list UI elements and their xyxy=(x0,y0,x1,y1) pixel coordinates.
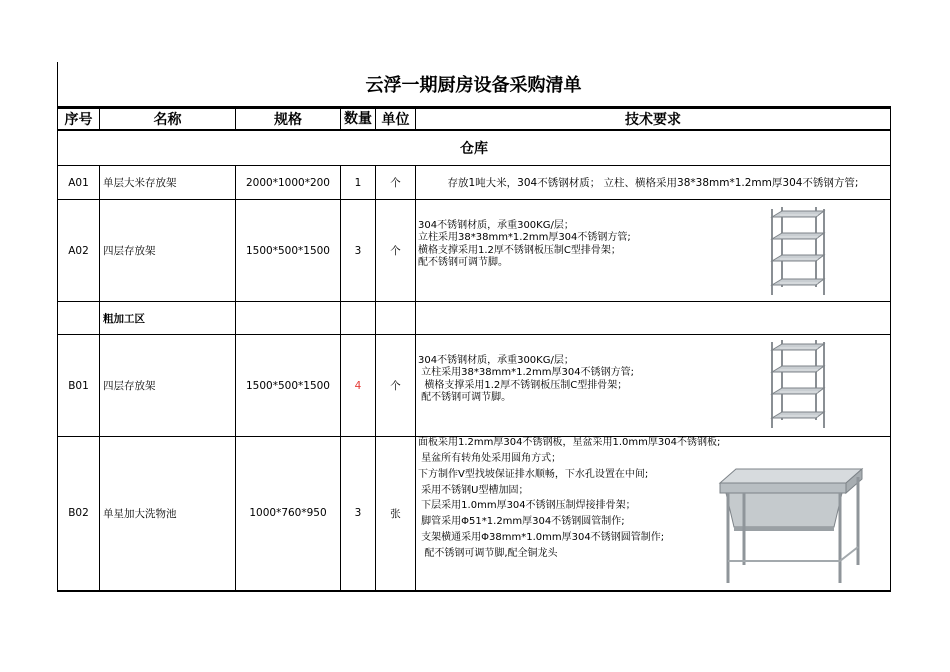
header-name: 名称 xyxy=(100,108,236,131)
cell-spec: 1000*760*950 xyxy=(236,437,341,591)
header-index: 序号 xyxy=(58,108,100,131)
cell-code: A01 xyxy=(58,166,100,200)
requirement-line: 配不锈钢可调节脚,配全铜龙头 xyxy=(418,547,558,559)
table-row xyxy=(58,166,891,200)
cell-requirements xyxy=(416,437,891,591)
requirement-line: 下层采用1.0mm厚304不锈钢压制焊接排骨架； xyxy=(418,500,636,512)
four-tier-shelf-icon xyxy=(766,207,830,300)
requirement-line: 立柱采用38*38mm*1.2mm厚304不锈钢方管; xyxy=(418,367,634,379)
requirement-line: 配不锈钢可调节脚。 xyxy=(418,257,508,269)
cell-code: B01 xyxy=(58,335,100,437)
requirement-line: 脚管采用Φ51*1.2mm厚304不锈钢圆管制作; xyxy=(418,516,625,528)
requirement-line: 面板采用1.2mm厚304不锈钢板，星盆采用1.0mm厚304不锈钢板; xyxy=(418,437,721,449)
cell-empty xyxy=(416,302,891,335)
requirement-line: 支架横通采用Φ38mm*1.0mm厚304不锈钢圆管制作; xyxy=(418,532,665,544)
table-row xyxy=(58,335,891,437)
requirement-line: 配不锈钢可调节脚。 xyxy=(418,392,512,404)
cell-unit: 个 xyxy=(376,335,416,437)
table-row xyxy=(58,200,891,302)
cell-name: 单星加大洗物池 xyxy=(100,437,236,591)
cell-name: 四层存放架 xyxy=(100,200,236,302)
table-row xyxy=(58,437,891,591)
requirement-line: 立柱采用38*38mm*1.2mm厚304不锈钢方管; xyxy=(418,232,631,244)
cell-requirements xyxy=(416,335,891,437)
cell-qty: 4 xyxy=(341,335,376,437)
header-qty: 数量 xyxy=(341,108,376,131)
header-requirements: 技术要求 xyxy=(416,108,891,131)
section-row-warehouse xyxy=(58,130,891,166)
cell-code: B02 xyxy=(58,437,100,591)
cell-unit: 个 xyxy=(376,200,416,302)
cell-spec: 1500*500*1500 xyxy=(236,200,341,302)
cell-name: 单层大米存放架 xyxy=(100,166,236,200)
cell-unit: 张 xyxy=(376,437,416,591)
procurement-table xyxy=(57,106,891,592)
requirement-line: 横格支撑采用1.2厚不锈钢板压制C型排骨架； xyxy=(418,379,628,391)
cell-code: A02 xyxy=(58,200,100,302)
four-tier-shelf-icon xyxy=(766,340,830,433)
requirement-line: 横格支撑采用1.2厚不锈钢板压制C型排骨架； xyxy=(418,244,621,256)
requirement-line: 采用不锈钢U型槽加固； xyxy=(418,484,529,496)
cell-qty: 1 xyxy=(341,166,376,200)
cell-requirements: 存放1吨大米，304不锈钢材质； 立柱、横格采用38*38mm*1.2mm厚304不锈钢方管; xyxy=(416,166,891,200)
requirement-line: 下方制作V型找坡保证排水顺畅，下水孔设置在中间; xyxy=(418,468,649,480)
section-title-rough: 粗加工区 xyxy=(100,302,236,335)
header-unit: 单位 xyxy=(376,108,416,131)
cell-empty xyxy=(376,302,416,335)
cell-name: 四层存放架 xyxy=(100,335,236,437)
cell-code-empty xyxy=(58,302,100,335)
cell-requirements xyxy=(416,200,891,302)
requirement-line: 304不锈钢材质，承重300KG/层； xyxy=(418,219,574,231)
section-title-warehouse: 仓库 xyxy=(58,130,891,166)
header-spec: 规格 xyxy=(236,108,341,131)
header-row xyxy=(58,108,891,131)
cell-spec: 2000*1000*200 xyxy=(236,166,341,200)
cell-spec: 1500*500*1500 xyxy=(236,335,341,437)
requirement-line: 304不锈钢材质，承重300KG/层； xyxy=(418,354,574,366)
requirements-lines xyxy=(416,437,720,562)
cell-qty: 3 xyxy=(341,200,376,302)
stainless-sink-icon xyxy=(714,465,864,590)
cell-unit: 个 xyxy=(376,166,416,200)
cell-qty: 3 xyxy=(341,437,376,591)
section-row-rough xyxy=(58,302,891,335)
requirement-line: 星盆所有转角处采用圆角方式； xyxy=(418,453,562,465)
cell-empty xyxy=(236,302,341,335)
sheet-title: 云浮一期厨房设备采购清单 xyxy=(365,75,582,96)
cell-empty xyxy=(341,302,376,335)
